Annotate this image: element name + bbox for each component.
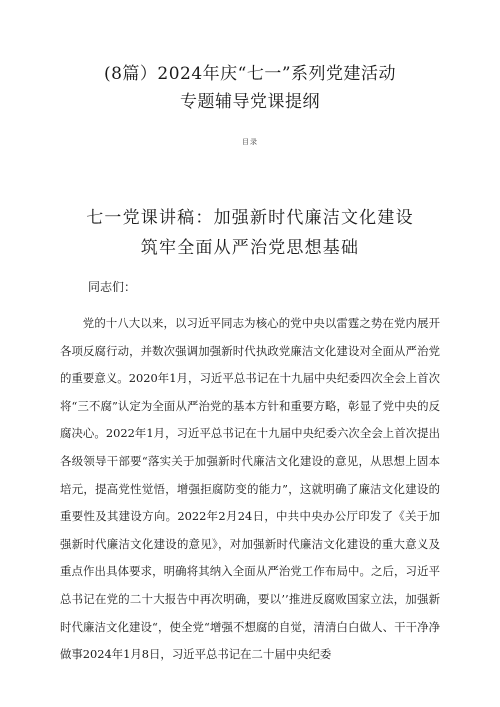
section-title-line-1: 七一党课讲稿：加强新时代廉洁文化建设 bbox=[86, 208, 414, 228]
body-paragraph: 党的十八大以来，以习近平同志为核心的党中央以雷霆之势在党内展开各项反腐行动，并数次强调加强新时代执政党廉洁文化建设对全面从严治党的重要意义。2020年1月，习近平总书记在十九届中央纪委四次全会上首次将“三不腐”认定为全面从严治党的基本方针和重要方略，彰显了党中央的反腐决心。2022年1月，习近平总书记在十九届中央纪委六次全会上首次提出各级领导干部要“落实关于加强新时代廉洁文化建设的意见，从思想上固本培元，提高党性觉悟，增强拒腐防变的能力”，这就明确了廉洁文化建设的重要性及其建设方向。2022年2月24日，中共中央办公厅印发了《关于加强新时代廉洁文化建设的意见》，对加强新时代廉洁文化建设的重大意义及重点作出具体要求，明确将其纳入全面从严治党工作布局中。之后，习近平总书记在党的二十大报告中再次明确，要以’’推进反腐败国家立法，加强新时代廉洁文化建设“，使全党“增强不想腐的自觉，清清白白做人、干干净净做事2024年1月8日，习近平总书记在二十届中央纪委 bbox=[60, 316, 440, 662]
table-of-contents-label: 目录 bbox=[242, 138, 258, 146]
salutation: 同志们： bbox=[88, 280, 137, 294]
section-title-line-2: 筑牢全面从严治党思想基础 bbox=[140, 238, 360, 258]
document-title-line-1: (8篇）2024年庆“七一”系列党建活动 bbox=[103, 64, 397, 84]
document-title-line-2: 专题辅导党课提纲 bbox=[180, 92, 320, 112]
